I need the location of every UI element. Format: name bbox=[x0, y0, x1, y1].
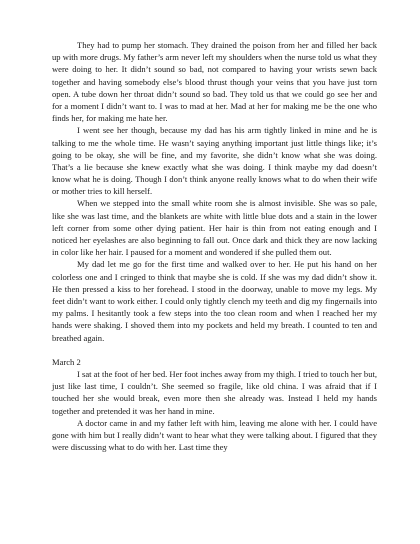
paragraph-stomach-pumped: They had to pump her stomach. They drained the poison from her and filled her back up with more drugs. My father’s arm never left my shoulders when the nurse told us what they were doing to her. It didn’t sound so bad, not compared to having your wrists sewn back together and having somebody else’s blood thrust though your veins that you have just torn open. A tube down her throat didn’t sound so bad. They told us that we could go see her and for a moment I didn’t want to. I was to mad at her. Mad at her for making me be the one who finds her, for making me hate her. bbox=[52, 40, 377, 124]
entry-date-heading: March 2 bbox=[52, 356, 81, 367]
paragraph-doctor-came-in: A doctor came in and my father left with him, leaving me alone with her. I could have gone with him but I really didn’t want to hear what they were talking about. I figured that they were discussing what to do with her. Last time they bbox=[52, 417, 377, 453]
document-page bbox=[52, 39, 377, 453]
paragraph-foot-of-bed: I sat at the foot of her bed. Her foot inches away from my thigh. I tried to touch her but, just like last time, I couldn’t. She seemed so fragile, like old china. I was afraid that if I touched her she would break, even more then she already was. Instead I held my hands together and pretended it was her hand in mine. bbox=[52, 369, 377, 416]
paragraph-went-to-see-her: I went see her though, because my dad has his arm tightly linked in mine and he is talking to me the whole time. He wasn’t saying anything important just little things like; it’s going to be okay, she will be fine, and my favorite, she didn’t know what she was doing. That’s a lie because she knew exactly what she was doing. I think maybe my dad doesn’t know what he is doing. Though I don’t think anyone really knows what to do when their wife or mother tries to kill herself. bbox=[52, 125, 377, 197]
paragraph-dad-kiss: My dad let me go for the first time and walked over to her. He put his hand on her colorless one and I cringed to think that maybe she is cold. If she was my dad didn’t show it. He then pressed a kiss to her forehead. I stood in the doorway, unable to move my legs. My feet didn’t want to work either. I could only tightly clench my teeth and dig my fingernails into my palms. I hesitantly took a few steps into the too clean room and when I reached her my hands were shaking. I shoved them into my pockets and held my breath. I counted to ten and breathed again. bbox=[52, 259, 377, 343]
paragraph-white-room: When we stepped into the small white room she is almost invisible. She was so pale, like she was last time, and the blankets are white with little blue dots and a stain in the lower left corner from some other dying patient. Her hair is thin from not eating enough and I noticed her eyelashes are also beginning to fall out. Once dark and thick they are now lacking in color like her hair. I paused for a moment and wondered if she pulled them out. bbox=[52, 198, 377, 258]
